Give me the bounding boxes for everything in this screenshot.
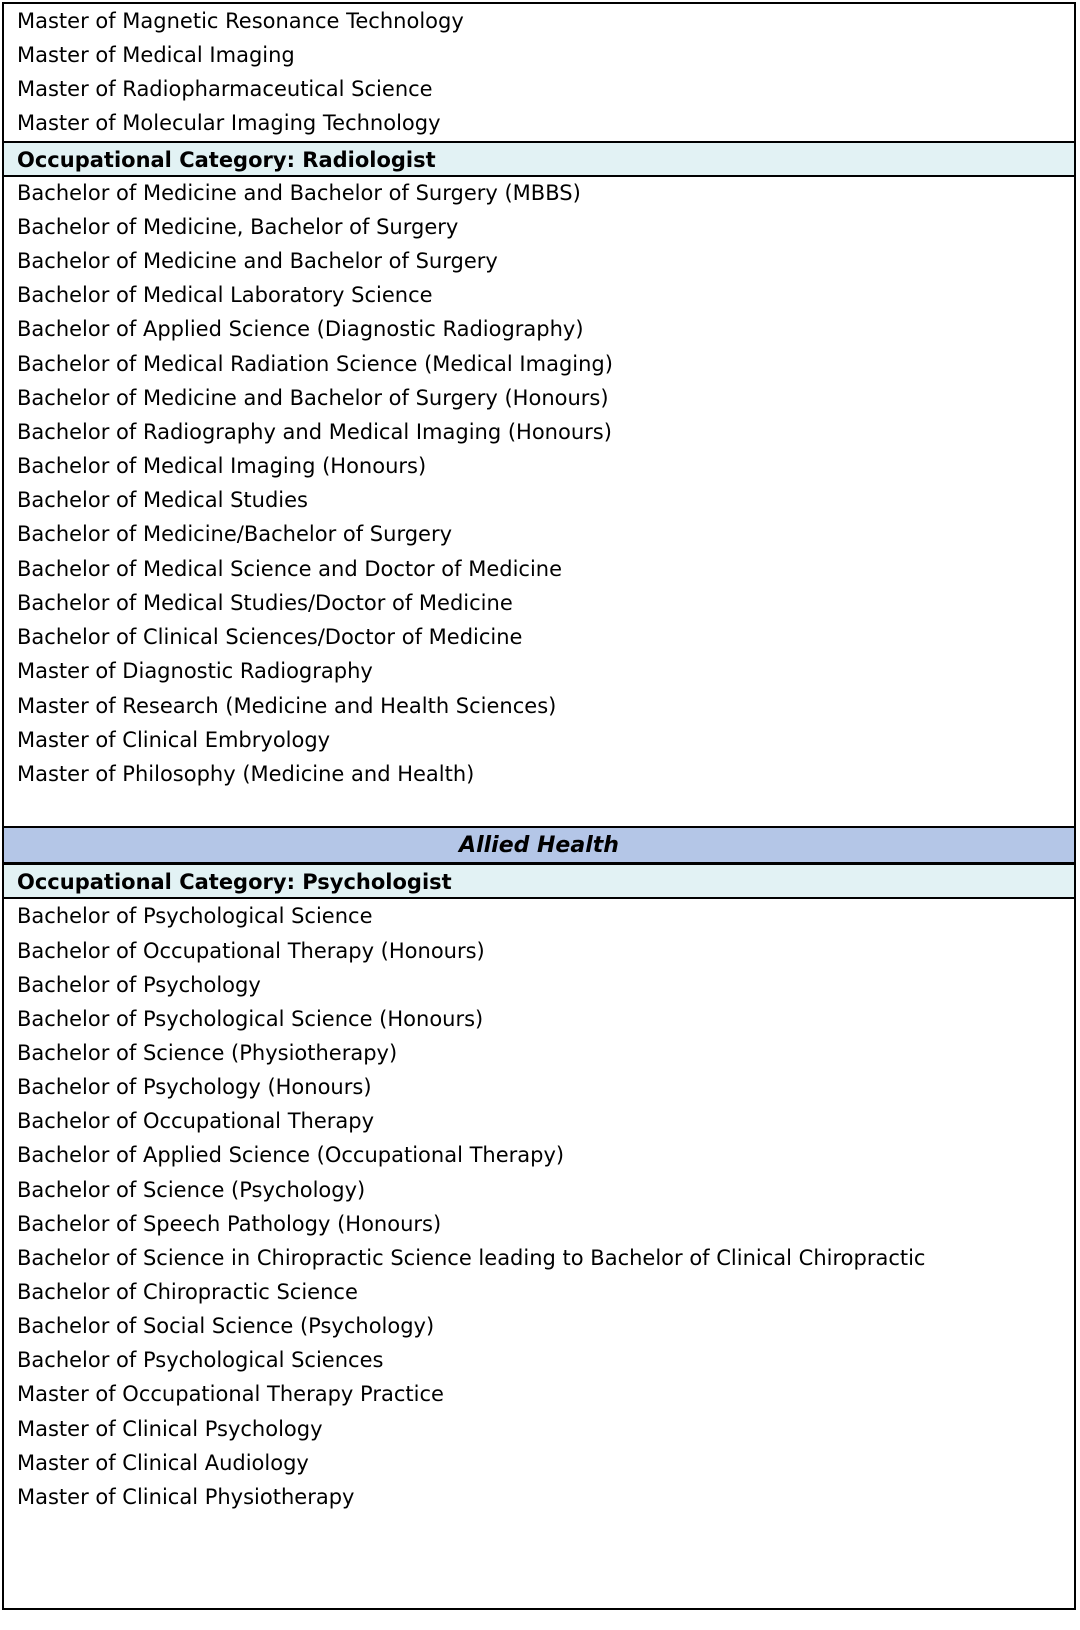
table-row: Bachelor of Medical Studies/Doctor of Medicine <box>17 591 513 615</box>
table-row: Master of Diagnostic Radiography <box>17 659 373 683</box>
table-row: Bachelor of Medical Radiation Science (Medical Imaging) <box>17 352 613 376</box>
table-row: Bachelor of Chiropractic Science <box>17 1280 358 1304</box>
table-row: Bachelor of Psychological Science (Honours) <box>17 1007 484 1031</box>
table-row: Bachelor of Medicine and Bachelor of Surgery (Honours) <box>17 386 609 410</box>
table-row: Bachelor of Social Science (Psychology) <box>17 1314 435 1338</box>
table-row: Bachelor of Science (Physiotherapy) <box>17 1041 398 1065</box>
table-row: Master of Occupational Therapy Practice <box>17 1382 444 1406</box>
section-header-allied-health: Allied Health <box>4 826 1074 864</box>
table-row: Master of Clinical Psychology <box>17 1417 323 1441</box>
table-row: Bachelor of Medical Studies <box>17 488 308 512</box>
table-row: Bachelor of Clinical Sciences/Doctor of Medicine <box>17 625 523 649</box>
table-row: Master of Radiopharmaceutical Science <box>17 77 433 101</box>
table-row: Master of Clinical Embryology <box>17 728 331 752</box>
table-row: Master of Medical Imaging <box>17 43 295 67</box>
table-row: Bachelor of Psychological Sciences <box>17 1348 384 1372</box>
table-row: Bachelor of Medicine and Bachelor of Surgery <box>17 249 498 273</box>
category-header-psychologist: Occupational Category: Psychologist <box>4 863 1074 899</box>
table-row: Master of Molecular Imaging Technology <box>17 111 441 135</box>
table-row: Bachelor of Science (Psychology) <box>17 1178 366 1202</box>
table-row: Bachelor of Science in Chiropractic Science leading to Bachelor of Clinical Chiropractic <box>17 1246 926 1270</box>
table-row: Master of Clinical Audiology <box>17 1451 309 1475</box>
table-row: Master of Philosophy (Medicine and Health) <box>17 762 475 786</box>
table-row: Bachelor of Medical Laboratory Science <box>17 283 433 307</box>
table-row: Bachelor of Medicine, Bachelor of Surgery <box>17 215 459 239</box>
table-row: Bachelor of Medicine/Bachelor of Surgery <box>17 522 453 546</box>
table-row: Bachelor of Occupational Therapy <box>17 1109 375 1133</box>
table-row: Bachelor of Medical Science and Doctor of Medicine <box>17 557 563 581</box>
table-row: Bachelor of Applied Science (Occupational Therapy) <box>17 1143 565 1167</box>
table-row: Bachelor of Applied Science (Diagnostic Radiography) <box>17 317 584 341</box>
degree-table <box>2 2 1076 1610</box>
table-row: Bachelor of Medicine and Bachelor of Surgery (MBBS) <box>17 181 581 205</box>
table-row: Bachelor of Radiography and Medical Imaging (Honours) <box>17 420 612 444</box>
category-header-radiologist: Occupational Category: Radiologist <box>4 141 1074 177</box>
table-row: Bachelor of Psychology <box>17 973 261 997</box>
table-row: Master of Magnetic Resonance Technology <box>17 9 464 33</box>
table-row: Bachelor of Medical Imaging (Honours) <box>17 454 427 478</box>
table-row: Bachelor of Occupational Therapy (Honours) <box>17 939 485 963</box>
table-row: Master of Clinical Physiotherapy <box>17 1485 355 1509</box>
table-row: Bachelor of Speech Pathology (Honours) <box>17 1212 442 1236</box>
table-row: Bachelor of Psychology (Honours) <box>17 1075 372 1099</box>
table-row: Bachelor of Psychological Science <box>17 904 373 928</box>
table-row: Master of Research (Medicine and Health Sciences) <box>17 694 557 718</box>
